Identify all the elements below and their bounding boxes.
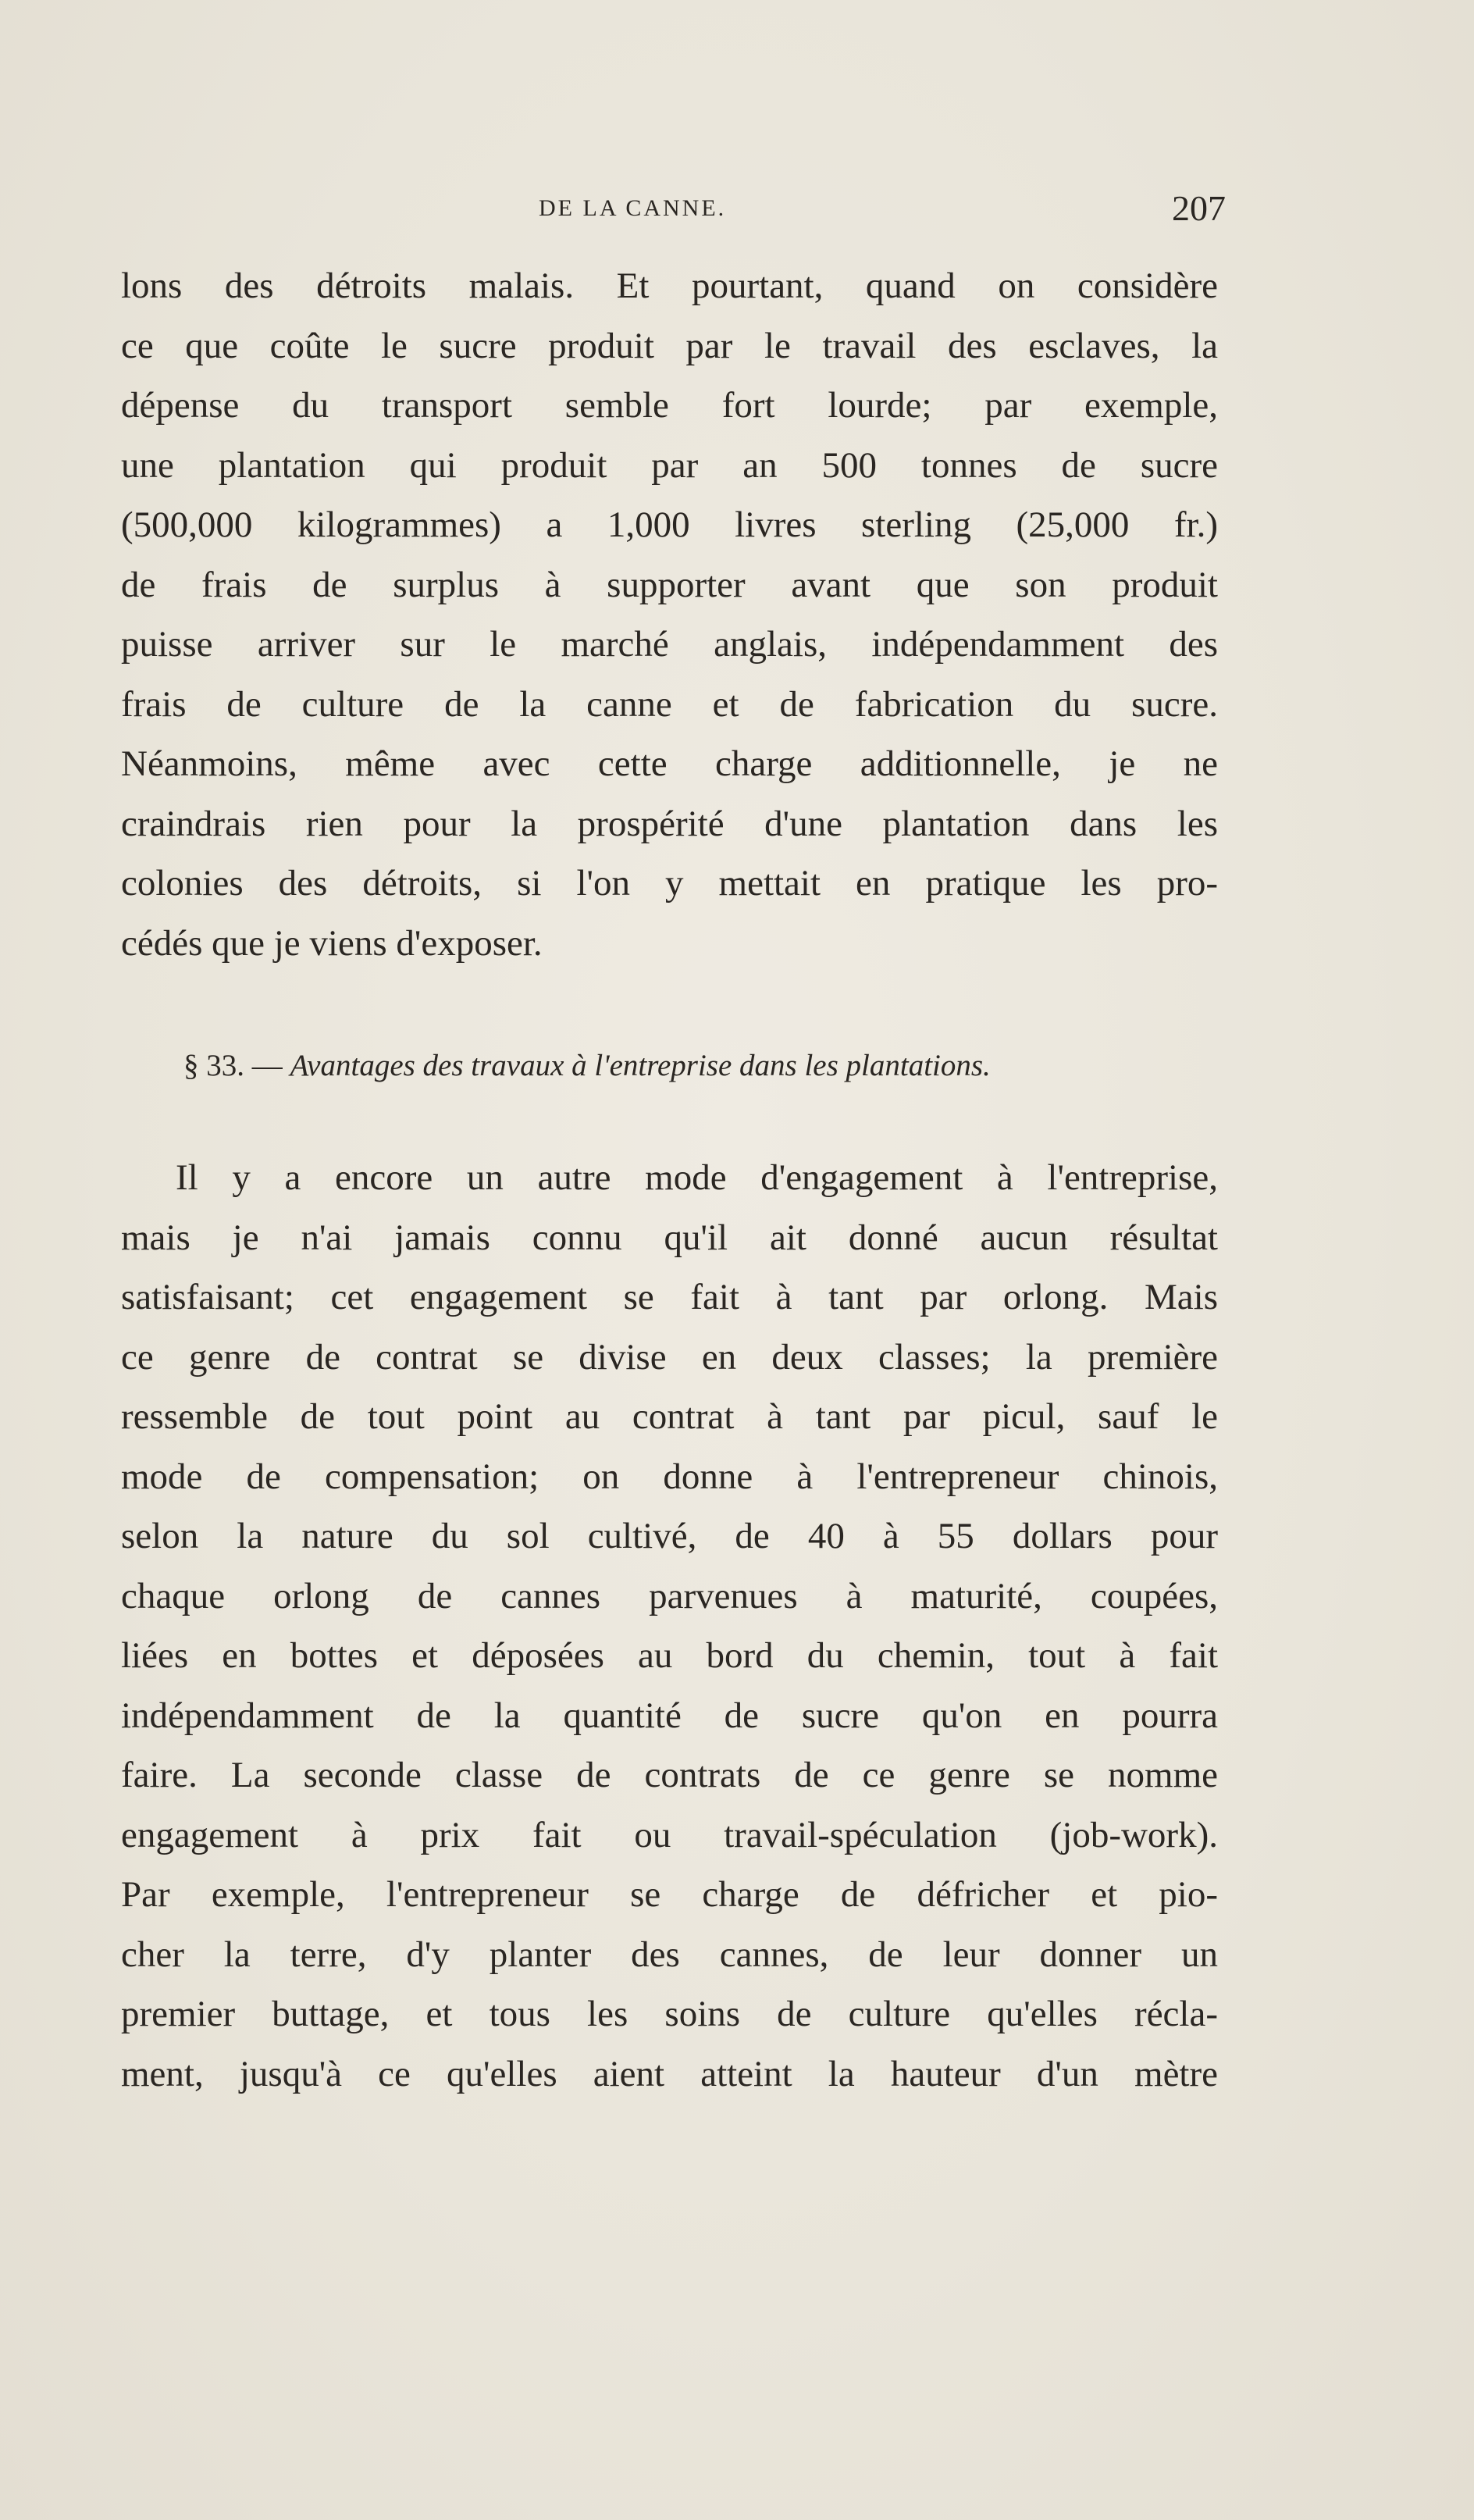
text-line: frais de culture de la canne et de fabrication du sucre. <box>121 683 1218 725</box>
text-line: chaque orlong de cannes parvenues à maturité, coupées, <box>121 1575 1218 1616</box>
text-line: Il y a encore un autre mode d'engagement à l'entreprise, <box>176 1157 1218 1198</box>
running-title: DE LA CANNE. <box>539 195 727 221</box>
text-line: craindrais rien pour la prospérité d'une plantation dans les <box>121 803 1218 844</box>
text-line: dépense du transport semble fort lourde; par exemple, <box>121 385 1218 426</box>
paragraph <box>121 1148 1218 2104</box>
paragraph-continued <box>121 256 1218 973</box>
running-head <box>117 187 1226 234</box>
text-line: ce que coûte le sucre produit par le travail des esclaves, la <box>121 325 1218 366</box>
section-heading <box>183 1048 1222 1083</box>
text-line: Néanmoins, même avec cette charge additionnelle, je ne <box>121 743 1218 784</box>
text-line: colonies des détroits, si l'on y mettait en pratique les pro- <box>121 863 1218 904</box>
text-line: Par exemple, l'entrepreneur se charge de défricher et pio- <box>121 1874 1218 1915</box>
text-line: ce genre de contrat se divise en deux classes; la première <box>121 1336 1218 1378</box>
text-line: cédés que je viens d'exposer. <box>121 922 543 964</box>
text-line: premier buttage, et tous les soins de culture qu'elles récla- <box>121 1994 1218 2034</box>
text-line: ressemble de tout point au contrat à tant par picul, sauf le <box>121 1396 1218 1437</box>
text-line: (500,000 kilogrammes) a 1,000 livres sterling (25,000 fr.) <box>121 504 1218 545</box>
text-line: faire. La seconde classe de contrats de ce genre se nomme <box>121 1755 1218 1795</box>
section-title: Avantages des travaux à l'entreprise dans les plantations. <box>290 1049 991 1082</box>
page-number: 207 <box>1172 188 1226 228</box>
text-line: lons des détroits malais. Et pourtant, quand on considère <box>121 266 1218 306</box>
text-line: cher la terre, d'y planter des cannes, de leur donner un <box>121 1934 1218 1975</box>
text-line: puisse arriver sur le marché anglais, indépendamment des <box>121 624 1218 665</box>
text-line: ment, jusqu'à ce qu'elles aient atteint la hauteur d'un mètre <box>121 2053 1218 2094</box>
text-line: mode de compensation; on donne à l'entrepreneur chinois, <box>121 1456 1218 1497</box>
text-line: selon la nature du sol cultivé, de 40 à 55 dollars pour <box>121 1516 1218 1556</box>
section-number: § 33. — <box>183 1049 283 1082</box>
text-line: indépendamment de la quantité de sucre qu'on en pourra <box>121 1695 1218 1736</box>
text-line: engagement à prix fait ou travail-spéculation (job-work). <box>121 1814 1218 1855</box>
text-line: mais je n'ai jamais connu qu'il ait donné aucun résultat <box>121 1217 1218 1258</box>
text-line: liées en bottes et déposées au bord du chemin, tout à fait <box>121 1635 1218 1676</box>
text-line: une plantation qui produit par an 500 tonnes de sucre <box>121 444 1218 486</box>
text-line: de frais de surplus à supporter avant que son produit <box>121 564 1218 605</box>
text-line: satisfaisant; cet engagement se fait à tant par orlong. Mais <box>121 1277 1218 1317</box>
